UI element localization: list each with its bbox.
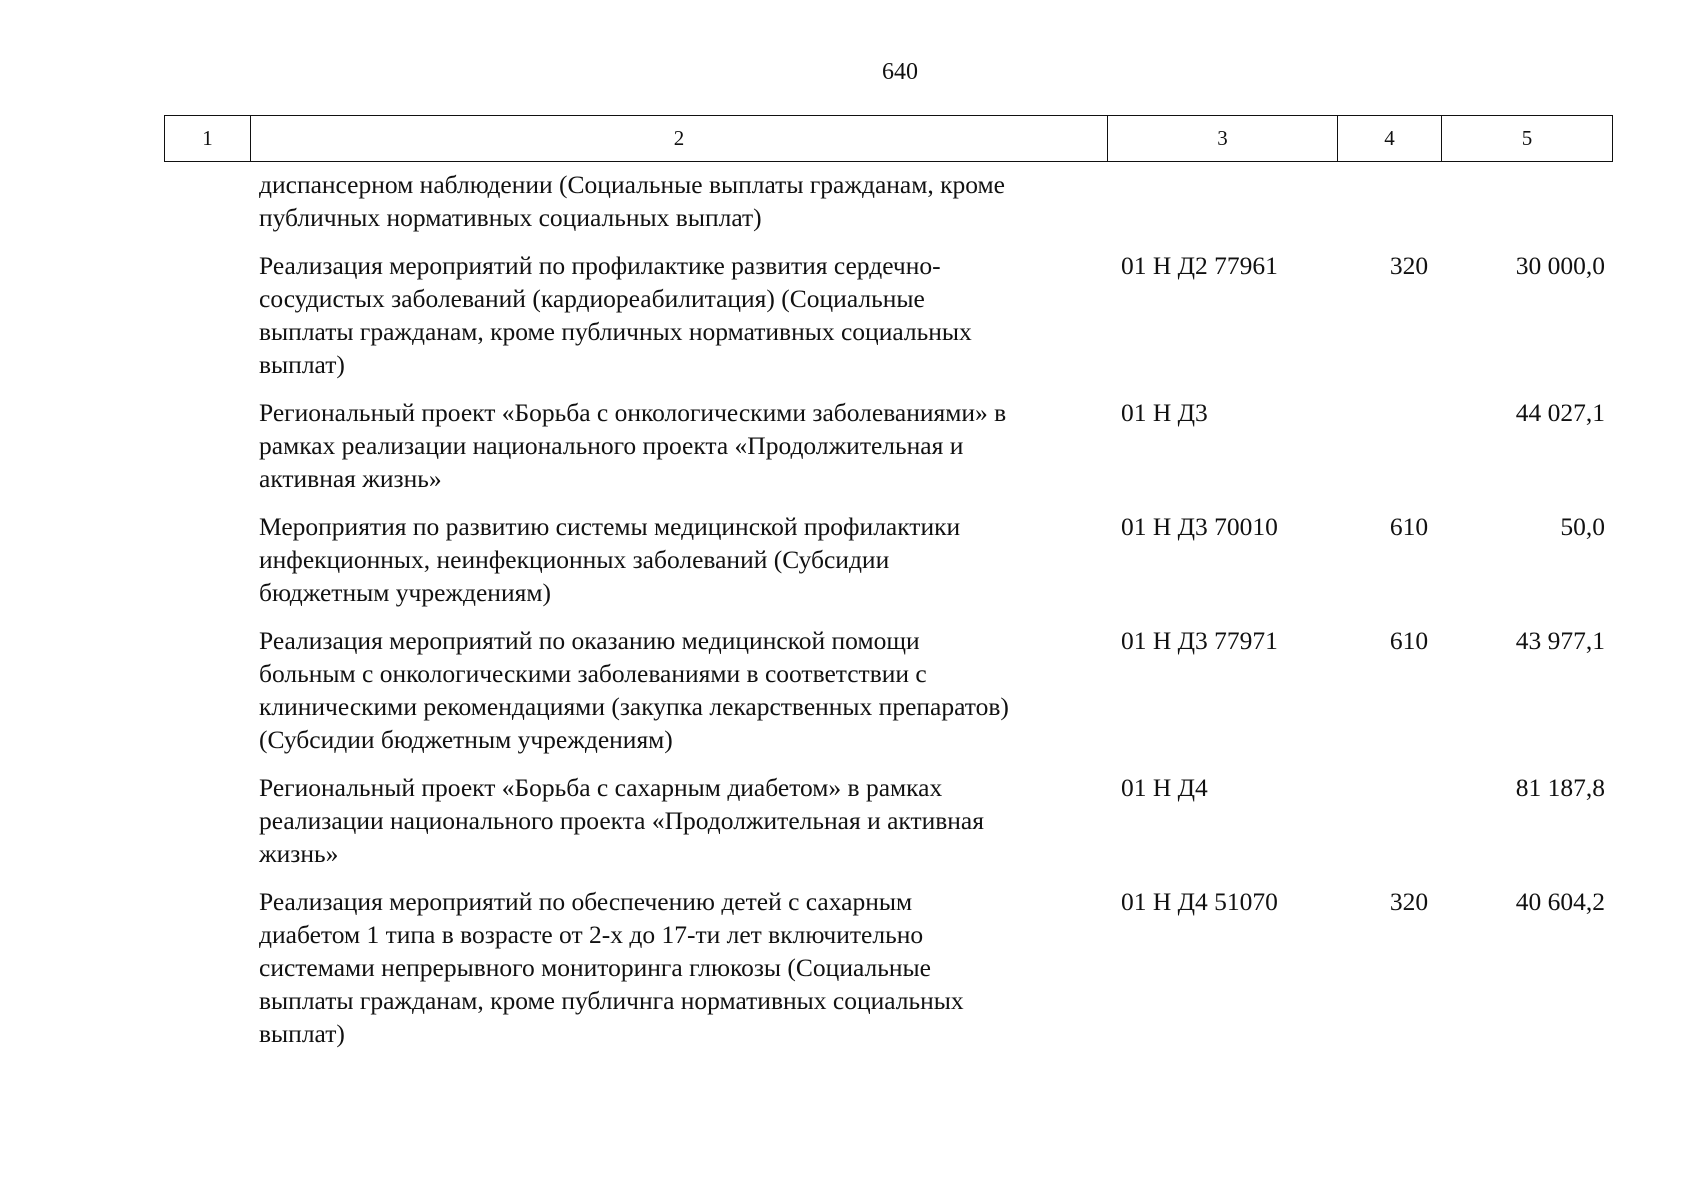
- description-line: выплаты гражданам, кроме публичных нормативных социальных: [259, 317, 972, 346]
- description-line: сосудистых заболеваний (кардиореабилитация) (Социальные: [259, 284, 925, 313]
- row-amount: 30 000,0: [1515, 251, 1605, 280]
- description-line: Мероприятия по развитию системы медицинской профилактики: [259, 512, 961, 541]
- row-description: [259, 249, 1113, 381]
- description-line: публичных нормативных социальных выплат): [259, 203, 762, 232]
- description-line: реализации национального проекта «Продолжительная и активная: [259, 806, 984, 835]
- header-col-5: 5: [1521, 126, 1533, 150]
- description-line: Реализация мероприятий по оказанию медицинской помощи: [259, 626, 920, 655]
- row-code: 01 Н Д4: [1121, 773, 1208, 802]
- row-expense-type: [1359, 168, 1451, 234]
- header-col-4: 4: [1338, 116, 1442, 161]
- description-line: выплат): [259, 350, 345, 379]
- row-code: 01 Н Д3: [1121, 398, 1208, 427]
- row-amount: 43 977,1: [1515, 626, 1605, 655]
- description-line: Региональный проект «Борьба с сахарным диабетом» в рамках: [259, 773, 943, 802]
- table-row: [164, 885, 1613, 1050]
- row-code: 01 Н Д3 70010: [1121, 512, 1278, 541]
- row-code: [1113, 168, 1359, 234]
- row-description: [259, 885, 1113, 1050]
- description-line: системами непрерывного мониторинга глюкозы (Социальные: [259, 953, 931, 982]
- row-code: 01 Н Д3 77971: [1121, 626, 1278, 655]
- description-line: Региональный проект «Борьба с онкологическими заболеваниями» в: [259, 398, 1007, 427]
- description-line: бюджетным учреждениям): [259, 578, 551, 607]
- row-description: [259, 510, 1113, 609]
- header-col-2: 2: [251, 116, 1108, 161]
- description-line: Реализация мероприятий по профилактике развития сердечно-: [259, 251, 941, 280]
- table-row: [164, 168, 1613, 234]
- row-amount: 81 187,8: [1515, 773, 1605, 802]
- row-description: [259, 396, 1113, 495]
- description-line: инфекционных, неинфекционных заболеваний (Субсидии: [259, 545, 890, 574]
- row-expense-type: 320: [1389, 251, 1429, 280]
- description-line: больным с онкологическими заболеваниями в соответствии с: [259, 659, 927, 688]
- description-line: выплаты гражданам, кроме публичнга нормативных социальных: [259, 986, 964, 1015]
- row-amount: 44 027,1: [1515, 398, 1605, 427]
- table-row: [164, 396, 1613, 495]
- header-col-1: 1: [165, 116, 251, 161]
- table-header: [164, 115, 1613, 162]
- row-amount: 40 604,2: [1515, 887, 1605, 916]
- description-line: диабетом 1 типа в возрасте от 2-х до 17-ти лет включительно: [259, 920, 924, 949]
- description-line: жизнь»: [259, 839, 339, 868]
- description-line: выплат): [259, 1019, 345, 1048]
- row-expense-type: 610: [1389, 626, 1429, 655]
- row-code: 01 Н Д4 51070: [1121, 887, 1278, 916]
- description-line: Реализация мероприятий по обеспечению детей с сахарным: [259, 887, 913, 916]
- description-line: активная жизнь»: [259, 464, 442, 493]
- row-description: [259, 771, 1113, 870]
- row-expense-type: [1359, 771, 1451, 870]
- table-row: [164, 624, 1613, 756]
- row-expense-type: 320: [1389, 887, 1429, 916]
- row-amount: [1451, 168, 1613, 234]
- row-description: [259, 168, 1113, 234]
- row-amount: 50,0: [1560, 512, 1605, 541]
- header-col-3: 3: [1108, 116, 1338, 161]
- row-description: [259, 624, 1113, 756]
- table-body: [164, 168, 1613, 1065]
- page-number: 640: [882, 59, 918, 85]
- description-line: (Субсидии бюджетным учреждениям): [259, 725, 673, 754]
- table-row: [164, 249, 1613, 381]
- description-line: диспансерном наблюдении (Социальные выплаты гражданам, кроме: [259, 170, 1005, 199]
- row-code: 01 Н Д2 77961: [1121, 251, 1278, 280]
- description-line: клиническими рекомендациями (закупка лекарственных препаратов): [259, 692, 1009, 721]
- table-row: [164, 510, 1613, 609]
- row-expense-type: 610: [1389, 512, 1429, 541]
- description-line: рамках реализации национального проекта «Продолжительная и: [259, 431, 964, 460]
- table-row: [164, 771, 1613, 870]
- row-expense-type: [1359, 396, 1451, 495]
